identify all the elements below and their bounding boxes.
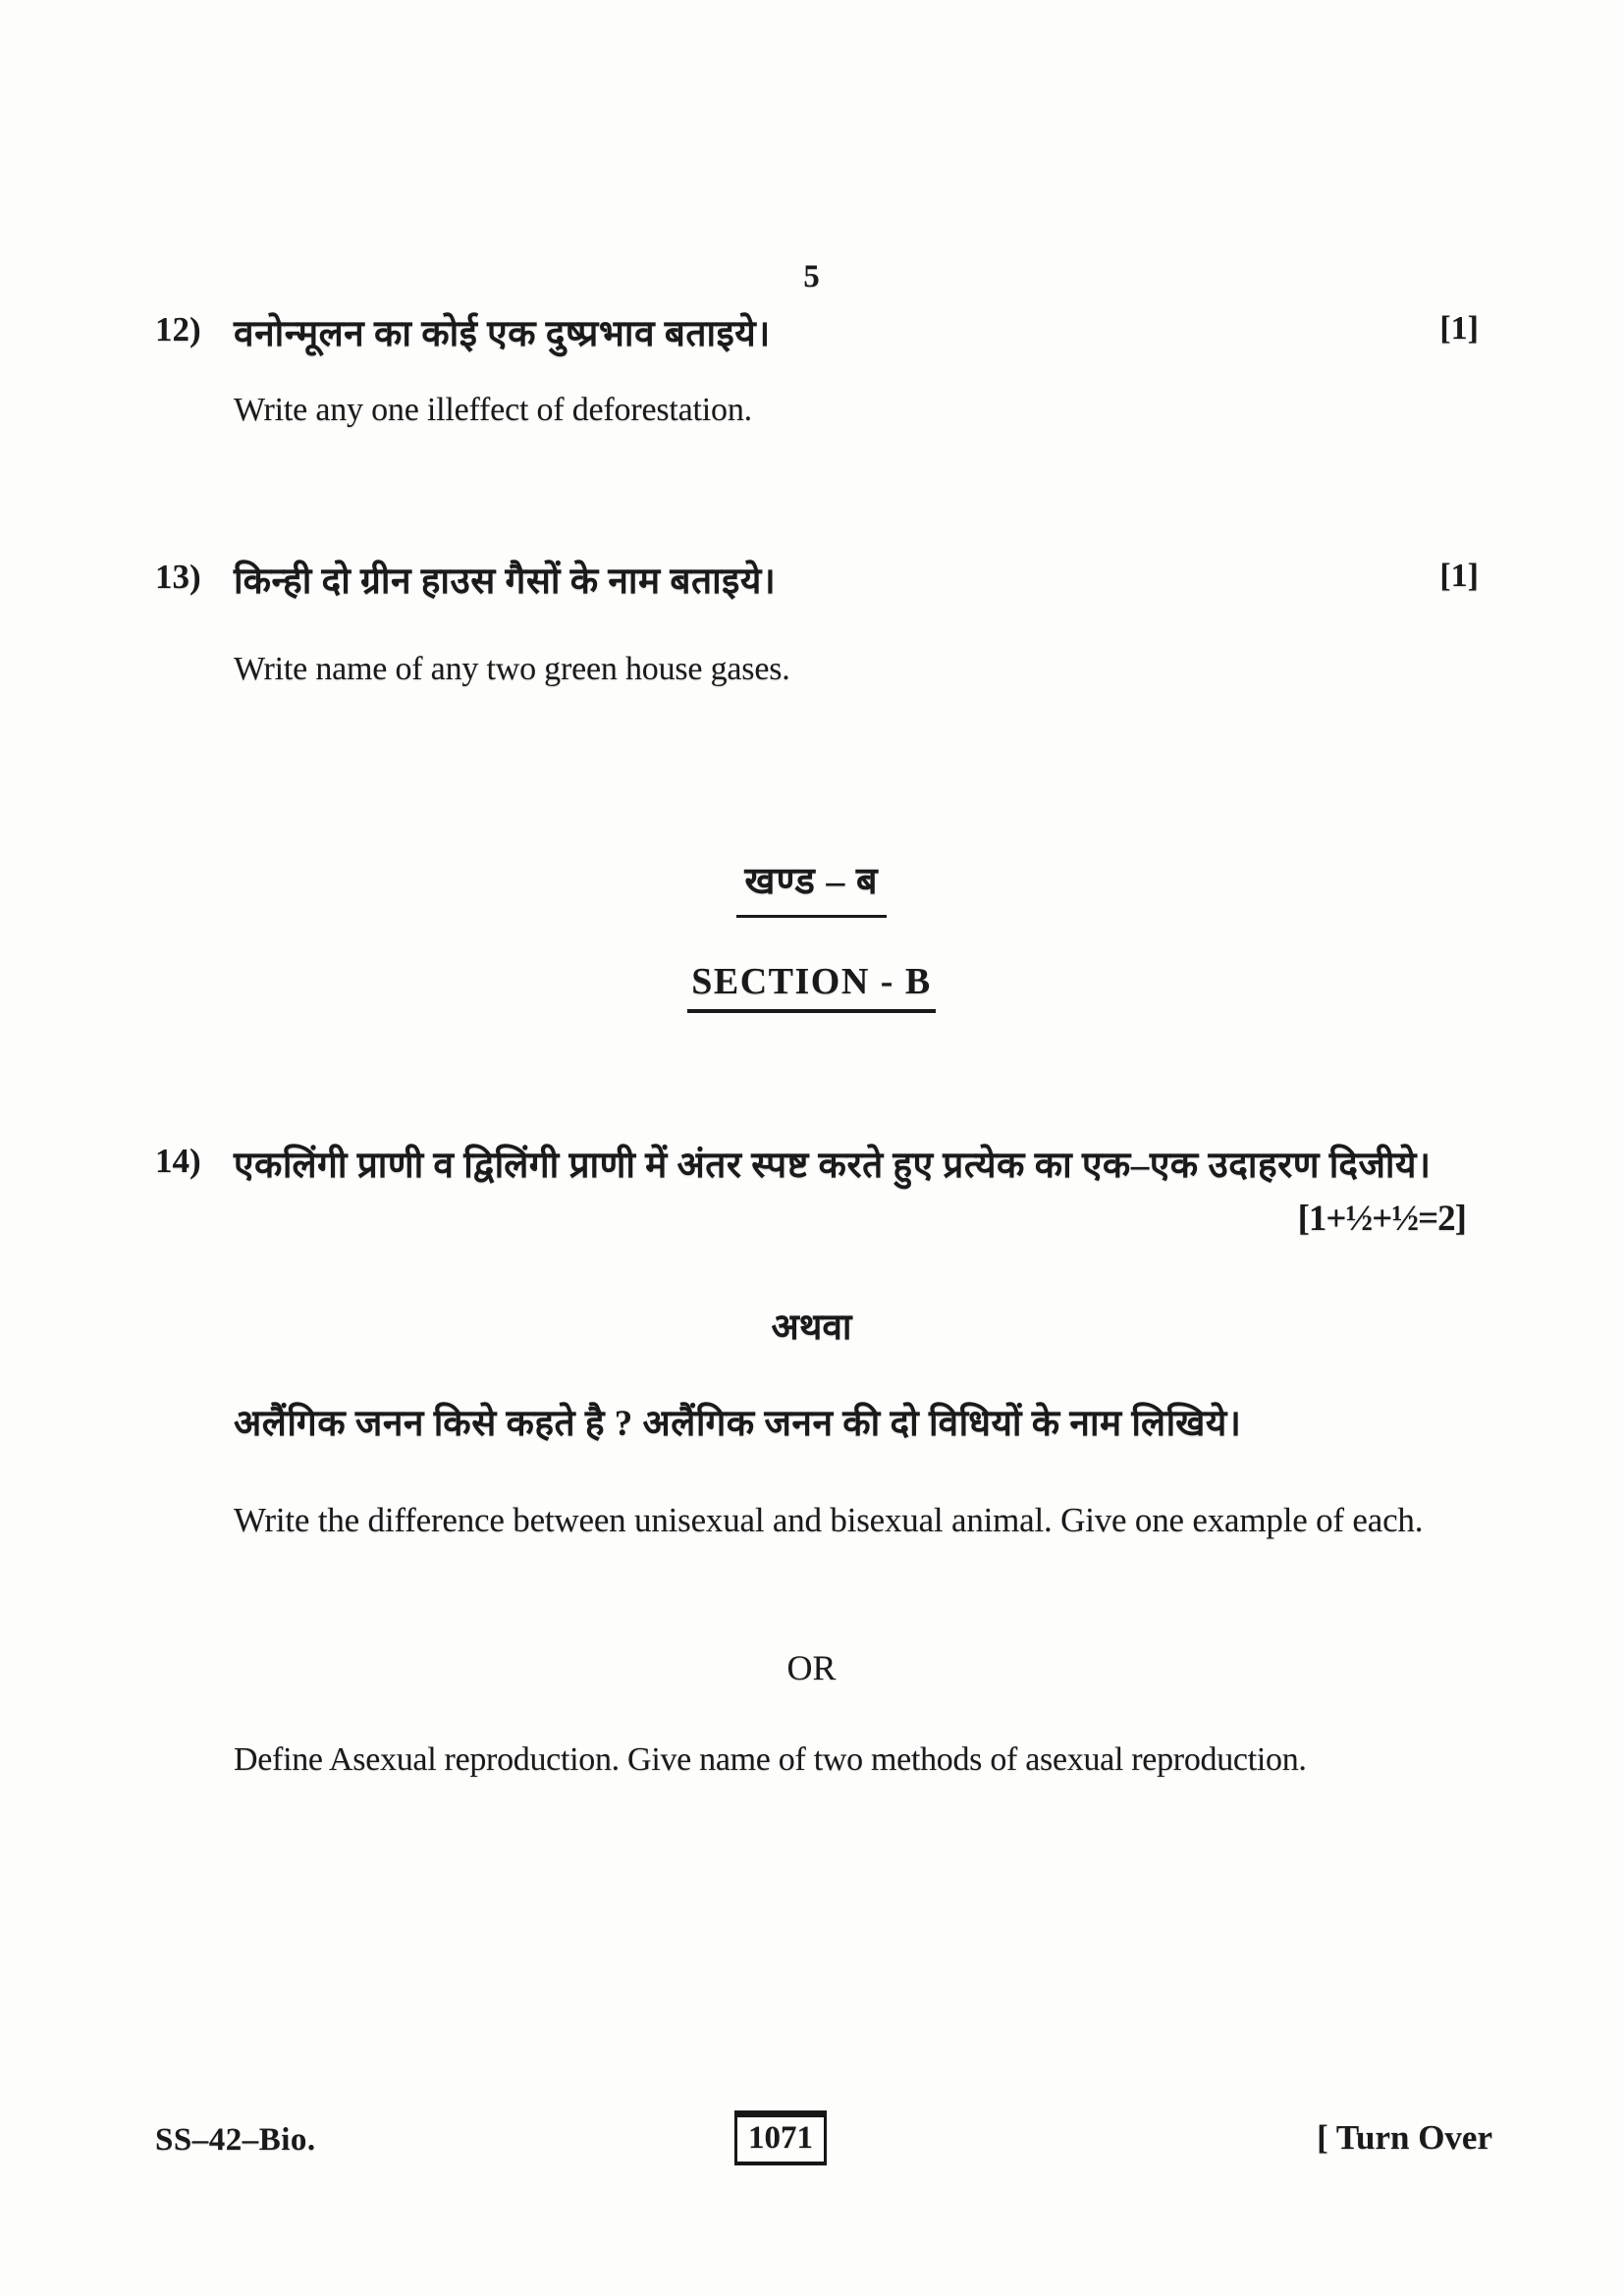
question-12-number: 12) — [155, 310, 201, 348]
footer-center-code-box: 1071 — [734, 2110, 827, 2165]
question-12-hindi-text: वनोन्मूलन का कोई एक दुष्प्रभाव बताइये। — [234, 314, 771, 354]
or-label-hindi: अथवा — [771, 1308, 852, 1348]
question-14-number: 14) — [155, 1142, 201, 1180]
question-13-marks: [1] — [1439, 558, 1479, 594]
question-12-marks: [1] — [1439, 310, 1479, 347]
question-14-marks: [1+½+½=2] — [1297, 1199, 1466, 1239]
footer-paper-code: SS–42–Bio. — [155, 2122, 316, 2158]
page-number: 5 — [803, 259, 820, 294]
footer-turn-over-label: [ Turn Over — [1317, 2118, 1492, 2157]
section-heading-english — [0, 960, 1623, 1013]
question-14-english-alternative-text: Define Asexual reproduction. Give name of two methods of asexual reproduction. — [234, 1741, 1307, 1778]
section-heading-english-text: SECTION - B — [687, 960, 936, 1013]
question-13-english-text: Write name of any two green house gases. — [234, 651, 790, 687]
or-label-english: OR — [786, 1648, 837, 1687]
question-13-number: 13) — [155, 558, 201, 596]
question-14-hindi-alternative-text: अलैंगिक जनन किसे कहते है ? अलैंगिक जनन की दो विधियों के नाम लिखिये। — [234, 1404, 1242, 1444]
question-13 — [155, 558, 1479, 607]
question-14 — [155, 1142, 1479, 1191]
question-14-hindi-text: एकलिंगी प्राणी व द्विलिंगी प्राणी में अंतर स्पष्ट करते हुए प्रत्येक का एक–एक उदाहरण दिजीये। — [234, 1146, 1432, 1186]
question-12 — [155, 310, 1479, 359]
section-heading-hindi-text: खण्ड – ब — [736, 854, 886, 918]
question-13-hindi-text: किन्ही दो ग्रीन हाउस गैसों के नाम बताइये। — [234, 561, 777, 602]
question-14-english-text: Write the difference between unisexual and bisexual animal. Give one example of each. — [234, 1501, 1424, 1539]
section-heading-hindi — [0, 854, 1623, 918]
question-12-english-text: Write any one illeffect of deforestation. — [234, 392, 752, 428]
